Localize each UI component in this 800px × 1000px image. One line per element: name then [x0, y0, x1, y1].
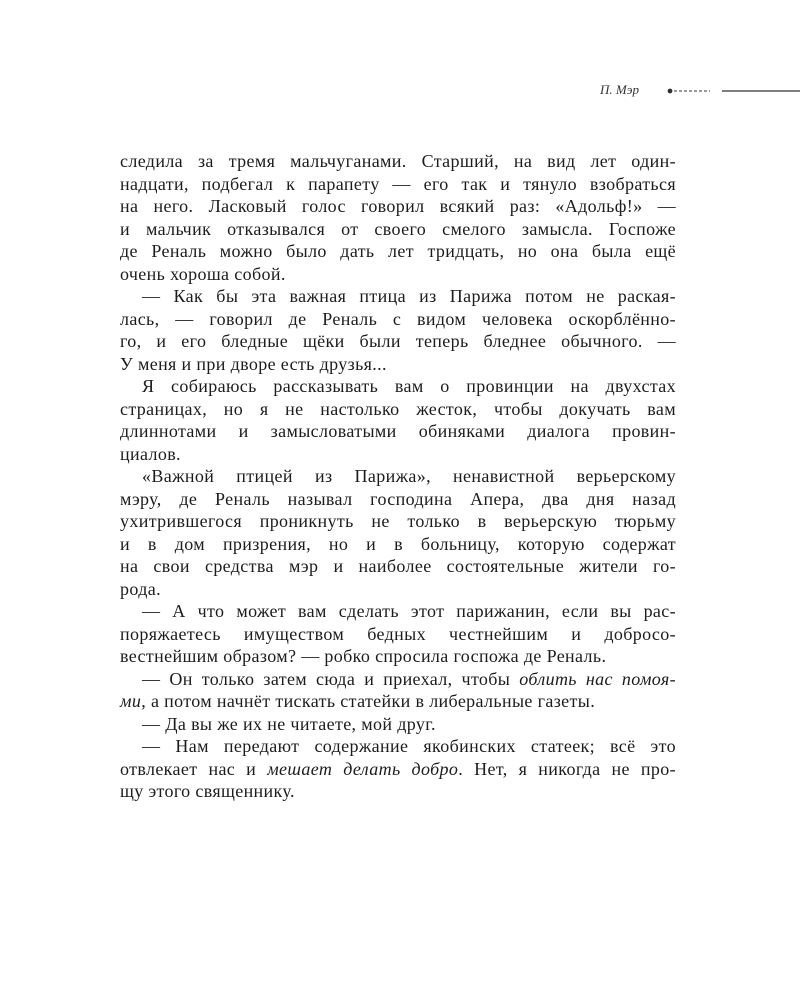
- text-fragment: очень хороша собой.: [120, 263, 286, 284]
- italic-fragment: мешает делать добро: [267, 758, 459, 779]
- text-fragment: поряжаетесь имуществом бедных честнейшим и добросо-: [120, 623, 676, 644]
- text-line: [120, 308, 676, 331]
- text-fragment: на свои средства мэр и наиболее состоятельные жители го-: [120, 556, 676, 576]
- text-line: [120, 690, 676, 713]
- text-fragment: «Важной птицей из Парижа», ненавистной верьерскому: [142, 466, 676, 486]
- text-line: [120, 510, 676, 533]
- text-line: [120, 780, 676, 803]
- dotted-rule-ornament-icon: [666, 85, 800, 97]
- text-fragment: ухитрившегося проникнуть не только в верьерскую тюрьму: [120, 511, 676, 531]
- running-title: П. Мэр: [600, 82, 639, 97]
- text-fragment: и в дом призрения, но и в больницу, которую содержат: [120, 533, 676, 554]
- text-fragment: рода.: [120, 578, 161, 599]
- text-fragment: . Нет, я никогда не про-: [458, 758, 677, 779]
- text-fragment: У меня и при дворе есть друзья...: [120, 353, 387, 374]
- text-fragment: циалов.: [120, 443, 181, 464]
- text-line: [120, 465, 676, 488]
- text-line: [120, 578, 676, 601]
- text-line: [120, 713, 676, 736]
- text-fragment: длиннотами и замысловатыми обиняками диалога провин-: [120, 421, 676, 441]
- text-line: [120, 375, 676, 398]
- text-fragment: надцати, подбегал к парапету — его так и тянуло взобраться: [120, 173, 676, 194]
- text-line: [120, 758, 676, 781]
- italic-fragment: облить нас помоя-: [519, 668, 676, 689]
- text-line: [120, 285, 676, 308]
- text-line: [120, 488, 676, 511]
- text-line: [120, 533, 676, 556]
- text-fragment: на него. Ласковый голос говорил всякий раз: «Адольф!» —: [120, 196, 676, 216]
- text-line: [120, 443, 676, 466]
- text-line: [120, 623, 676, 646]
- text-line: [120, 600, 676, 623]
- text-line: [120, 263, 676, 286]
- text-fragment: — Нам передают содержание якобинских статеек; всё это: [142, 736, 676, 756]
- text-fragment: де Реналь можно было дать лет тридцать, но она была ещё: [120, 241, 676, 261]
- text-line: [120, 240, 676, 263]
- text-fragment: — Он только затем сюда и приехал, чтобы: [142, 668, 520, 689]
- text-line: [120, 735, 676, 758]
- italic-fragment: ми: [120, 691, 142, 711]
- text-fragment: — Как бы эта важная птица из Парижа потом не раская-: [142, 286, 676, 306]
- text-fragment: го, и его бледные щёки были теперь бледнее обычного. —: [120, 331, 676, 351]
- text-line: [120, 645, 676, 668]
- text-fragment: следила за тремя мальчуганами. Старший, на вид лет один-: [120, 151, 676, 171]
- text-fragment: страницах, но я не настолько жесток, чтобы докучать вам: [120, 398, 676, 419]
- text-fragment: отвлекает нас и: [120, 758, 268, 779]
- text-fragment: лась, — говорил де Реналь с видом человека оскорблённо-: [120, 308, 676, 329]
- text-line: [120, 218, 676, 241]
- text-line: [120, 330, 676, 353]
- text-fragment: — Да вы же их не читаете, мой друг.: [142, 713, 436, 734]
- text-line: [120, 555, 676, 578]
- text-line: [120, 150, 676, 173]
- text-line: [120, 173, 676, 196]
- running-head: [600, 82, 800, 102]
- text-fragment: — А что может вам сделать этот парижанин, если вы рас-: [142, 601, 676, 621]
- text-fragment: мэру, де Реналь называл господина Апера, два дня назад: [120, 488, 676, 509]
- text-fragment: вестнейшим образом? — робко спросила госпожа де Реналь.: [120, 646, 607, 666]
- text-line: [120, 353, 676, 376]
- text-fragment: и мальчик отказывался от своего смелого замысла. Госпоже: [120, 218, 676, 239]
- text-line: [120, 195, 676, 218]
- text-line: [120, 420, 676, 443]
- page-text: [120, 150, 676, 803]
- text-line: [120, 398, 676, 421]
- text-line: [120, 668, 676, 691]
- text-fragment: , а потом начнёт тискать статейки в либеральные газеты.: [141, 691, 596, 711]
- text-fragment: Я собираюсь рассказывать вам о провинции на двухстах: [142, 376, 676, 396]
- text-fragment: щу этого священнику.: [120, 781, 295, 801]
